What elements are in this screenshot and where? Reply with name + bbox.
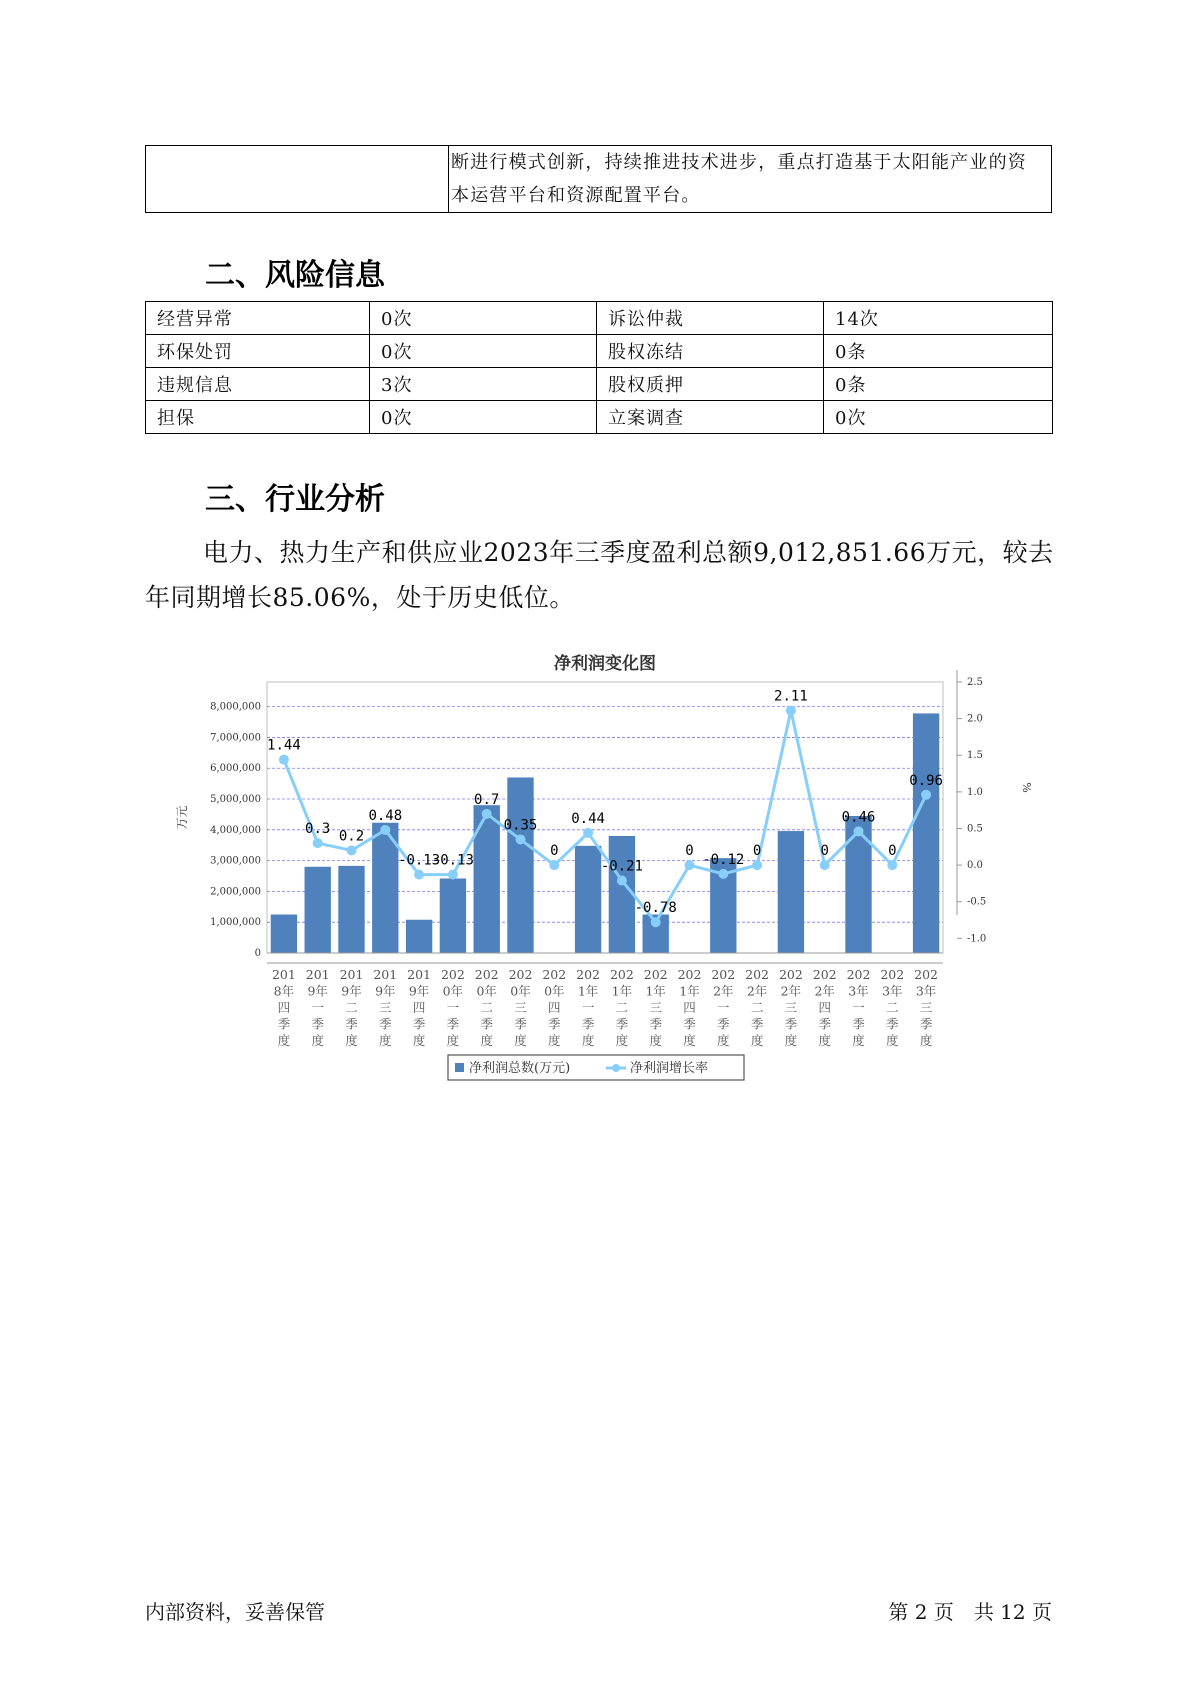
x-tick-label: 三: [514, 1000, 527, 1015]
section-title-risk: 二、风险信息: [205, 258, 385, 293]
bar-2023年三季度: [913, 713, 939, 953]
x-tick-label: 四: [277, 1000, 291, 1015]
x-tick-label: 季: [615, 1016, 629, 1032]
table-label-cell: [146, 146, 449, 213]
x-tick-label: 季: [412, 1016, 426, 1032]
right-tick-label: 0.0: [967, 860, 983, 872]
x-tick-label: 3年: [915, 983, 937, 999]
data-label: 0.44: [571, 810, 605, 827]
left-tick-label: 2,000,000: [210, 886, 261, 898]
x-tick-label: 3年: [848, 983, 869, 999]
risk-item-value: 0次: [370, 401, 597, 434]
x-tick-label: 三: [379, 1000, 392, 1015]
x-tick-label: 四: [412, 1000, 426, 1015]
risk-item-label: 环保处罚: [146, 335, 370, 368]
x-tick-label: 1年: [577, 983, 599, 999]
left-axis-title: 万元: [175, 805, 189, 830]
right-tick-label: -0.5: [967, 896, 987, 908]
growth-rate-point: [583, 828, 593, 838]
x-tick-label: 202: [846, 967, 871, 982]
x-tick-label: 202: [474, 967, 499, 982]
net-profit-chart: [170, 645, 1033, 1100]
x-tick-label: 9年: [375, 983, 396, 999]
x-tick-label: 度: [649, 1033, 662, 1048]
left-tick-label: 5,000,000: [210, 794, 261, 806]
left-tick-label: 8,000,000: [210, 701, 261, 713]
legend-bar-swatch: [455, 1063, 464, 1072]
table-content-cell: [449, 146, 1052, 213]
x-tick-label: 季: [548, 1016, 561, 1032]
x-tick-label: 度: [514, 1033, 527, 1048]
footer-page-number: 第 2 页 共 12 页: [888, 1600, 1052, 1624]
risk-item-value: 0条: [824, 335, 1053, 368]
x-tick-label: 202: [778, 967, 803, 982]
x-tick-label: 度: [379, 1033, 392, 1048]
x-tick-label: 度: [311, 1033, 324, 1048]
bar-2023年一季度: [845, 816, 871, 953]
x-tick-label: 201: [339, 967, 364, 982]
growth-rate-point: [347, 845, 357, 855]
x-tick-label: 季: [379, 1016, 392, 1032]
growth-rate-point: [617, 875, 627, 885]
right-tick-label: 2.0: [967, 713, 983, 725]
x-tick-label: 度: [886, 1033, 899, 1048]
right-tick-label: 2.5: [967, 677, 983, 688]
x-tick-label: 三: [919, 1000, 933, 1015]
x-tick-label: 度: [852, 1033, 865, 1048]
x-tick-label: 度: [717, 1033, 730, 1048]
data-label: 0: [685, 843, 694, 860]
left-tick-label: 6,000,000: [210, 763, 261, 775]
bar-2018年四季度: [271, 915, 297, 953]
legend-line-marker: [612, 1064, 620, 1072]
x-tick-label: 季: [919, 1016, 933, 1032]
x-tick-label: 二: [615, 1000, 629, 1015]
x-tick-label: 季: [345, 1016, 358, 1032]
growth-rate-point: [279, 755, 289, 765]
industry-paragraph: [145, 530, 1057, 620]
chart-title: 净利润变化图: [554, 654, 656, 674]
growth-rate-point: [820, 860, 830, 870]
right-tick-label: -1.0: [967, 933, 987, 945]
data-label: 0.2: [338, 828, 365, 845]
x-tick-label: 四: [683, 1000, 696, 1015]
bar-2021年一季度: [575, 846, 601, 953]
left-tick-label: 7,000,000: [210, 732, 261, 744]
table-row: [146, 335, 1053, 368]
right-axis-title: %: [1020, 782, 1033, 793]
bar-2019年一季度: [305, 867, 331, 953]
x-tick-label: 9年: [408, 983, 430, 999]
x-tick-label: 度: [345, 1033, 358, 1048]
x-tick-label: 度: [615, 1033, 629, 1048]
growth-rate-point: [651, 917, 661, 927]
x-tick-label: 一: [581, 1000, 595, 1015]
x-tick-label: 202: [542, 967, 567, 982]
left-tick-label: 4,000,000: [210, 824, 261, 836]
x-tick-label: 201: [271, 967, 296, 982]
x-tick-label: 202: [576, 967, 601, 982]
growth-rate-point: [786, 706, 796, 716]
risk-item-value: 3次: [370, 368, 597, 401]
data-label: 2.11: [774, 688, 808, 705]
x-tick-label: 202: [812, 967, 837, 982]
risk-item-label: 担保: [146, 401, 370, 434]
section-title-industry: 三、行业分析: [205, 482, 385, 517]
x-tick-label: 度: [446, 1033, 460, 1048]
x-tick-label: 季: [514, 1016, 527, 1032]
x-tick-label: 一: [717, 1000, 730, 1015]
x-tick-label: 202: [880, 967, 905, 982]
x-tick-label: 3年: [882, 983, 903, 999]
x-tick-label: 9年: [307, 983, 328, 999]
risk-item-label: 诉讼仲裁: [597, 302, 824, 335]
growth-rate-point: [921, 790, 931, 800]
business-scope-table: [145, 145, 1052, 213]
risk-item-label: 股权冻结: [597, 335, 824, 368]
x-tick-label: 度: [412, 1033, 426, 1048]
x-tick-label: 季: [480, 1016, 493, 1032]
growth-rate-point: [854, 826, 864, 836]
growth-rate-point: [313, 838, 323, 848]
x-tick-label: 季: [277, 1016, 291, 1032]
x-tick-label: 8年: [273, 983, 295, 999]
risk-item-label: 违规信息: [146, 368, 370, 401]
data-label: -0.78: [634, 900, 677, 917]
x-tick-label: 201: [305, 967, 330, 982]
left-tick-label: 3,000,000: [210, 855, 261, 867]
x-tick-label: 季: [581, 1016, 595, 1032]
data-label: 0.48: [368, 807, 403, 824]
legend-bar-label: 净利润总数(万元): [469, 1061, 571, 1076]
x-tick-label: 二: [345, 1000, 358, 1015]
table-row: [146, 368, 1053, 401]
x-tick-label: 202: [508, 967, 533, 982]
x-tick-label: 二: [480, 1000, 493, 1015]
bar-2021年二季度: [609, 836, 635, 953]
x-tick-label: 0年: [510, 983, 531, 999]
x-tick-label: 9年: [341, 983, 362, 999]
x-tick-label: 季: [750, 1016, 764, 1032]
x-tick-label: 季: [649, 1016, 662, 1032]
x-tick-label: 202: [711, 967, 736, 982]
bar-2019年二季度: [338, 866, 364, 953]
left-tick-label: 0: [254, 948, 261, 959]
data-label: 1.44: [267, 737, 301, 754]
risk-info-table: [145, 301, 1053, 434]
x-tick-label: 202: [914, 967, 939, 982]
x-tick-label: 一: [446, 1000, 460, 1015]
content-line-1: 断进行模式创新，持续推进技术进步，重点打造基于太阳能产业的资: [451, 152, 1027, 173]
growth-rate-point: [448, 870, 458, 880]
data-label: -0.13: [431, 852, 474, 869]
x-tick-label: 1年: [611, 983, 633, 999]
x-tick-label: 三: [649, 1000, 662, 1015]
x-tick-label: 2年: [780, 983, 802, 999]
risk-item-value: 0条: [824, 368, 1053, 401]
x-tick-label: 度: [277, 1033, 291, 1048]
x-tick-label: 季: [683, 1016, 696, 1032]
risk-item-value: 0次: [370, 335, 597, 368]
data-label: -0.21: [600, 858, 643, 875]
data-label: 0.7: [474, 791, 500, 808]
x-tick-label: 度: [480, 1033, 493, 1048]
x-tick-label: 0年: [544, 983, 565, 999]
x-tick-label: 季: [886, 1016, 899, 1032]
x-tick-label: 四: [548, 1000, 561, 1015]
x-tick-label: 季: [784, 1016, 798, 1032]
footer-confidential: 内部资料，妥善保管: [145, 1600, 325, 1624]
x-tick-label: 201: [407, 967, 432, 982]
x-tick-label: 一: [311, 1000, 324, 1015]
x-tick-label: 度: [784, 1033, 798, 1048]
x-tick-label: 202: [677, 967, 702, 982]
growth-rate-point: [482, 809, 492, 819]
x-tick-label: 201: [373, 967, 398, 982]
growth-rate-point: [685, 860, 695, 870]
data-label: 0.35: [503, 817, 538, 834]
x-tick-label: 202: [609, 967, 634, 982]
bar-2020年三季度: [507, 777, 533, 953]
table-row: [146, 302, 1053, 335]
x-tick-label: 季: [311, 1016, 324, 1032]
data-label: -0.13: [398, 852, 441, 869]
x-tick-label: 三: [784, 1000, 798, 1015]
x-tick-label: 202: [745, 967, 770, 982]
x-tick-label: 202: [643, 967, 668, 982]
risk-item-value: 14次: [824, 302, 1053, 335]
bar-2020年一季度: [440, 878, 466, 953]
x-tick-label: 1年: [645, 983, 666, 999]
risk-item-label: 股权质押: [597, 368, 824, 401]
growth-rate-point: [549, 860, 559, 870]
risk-item-label: 立案调查: [597, 401, 824, 434]
data-label: 0: [550, 843, 559, 860]
x-tick-label: 二: [750, 1000, 764, 1015]
data-label: 0: [820, 843, 829, 860]
data-label: 0: [888, 843, 897, 860]
industry-paragraph-text: 电力、热力生产和供应业2023年三季度盈利总额9,012,851.66万元，较去年同期增长85.06%，处于历史低位。: [145, 538, 1054, 612]
x-tick-label: 2年: [814, 983, 835, 999]
x-tick-label: 度: [919, 1033, 933, 1048]
risk-item-value: 0次: [370, 302, 597, 335]
x-tick-label: 度: [548, 1033, 561, 1048]
x-tick-label: 一: [852, 1000, 865, 1015]
x-tick-label: 1年: [679, 983, 700, 999]
data-label: 0.3: [305, 821, 331, 838]
x-tick-label: 季: [446, 1016, 460, 1032]
growth-rate-point: [380, 825, 390, 835]
data-label: 0.46: [841, 809, 876, 826]
right-tick-label: 1.5: [967, 750, 983, 762]
x-tick-label: 二: [886, 1000, 899, 1015]
x-tick-label: 202: [440, 967, 465, 982]
x-tick-label: 度: [818, 1033, 831, 1048]
data-label: -0.12: [702, 851, 745, 868]
data-label: 0.96: [909, 772, 943, 789]
table-row: [146, 401, 1053, 434]
right-tick-label: 0.5: [967, 823, 983, 835]
x-tick-label: 0年: [442, 983, 464, 999]
x-tick-label: 度: [750, 1033, 764, 1048]
risk-item-value: 0次: [824, 401, 1053, 434]
x-tick-label: 0年: [476, 983, 497, 999]
x-tick-label: 季: [717, 1016, 730, 1032]
x-tick-label: 度: [683, 1033, 696, 1048]
x-tick-label: 2年: [746, 983, 768, 999]
right-tick-label: 1.0: [967, 786, 983, 798]
left-tick-label: 1,000,000: [210, 917, 261, 929]
growth-rate-point: [752, 860, 762, 870]
x-tick-label: 季: [818, 1016, 831, 1032]
growth-rate-point: [414, 870, 424, 880]
x-tick-label: 2年: [713, 983, 734, 999]
bar-2019年四季度: [406, 920, 432, 953]
x-tick-label: 四: [818, 1000, 831, 1015]
growth-rate-point: [887, 860, 897, 870]
risk-item-label: 经营异常: [146, 302, 370, 335]
x-tick-label: 度: [581, 1033, 595, 1048]
x-tick-label: 季: [852, 1016, 865, 1032]
content-line-2: 本运营平台和资源配置平台。: [451, 185, 701, 206]
data-label: 0: [752, 843, 762, 860]
growth-rate-point: [718, 869, 728, 879]
legend-line-label: 净利润增长率: [630, 1061, 709, 1076]
bar-2022年三季度: [778, 831, 804, 953]
growth-rate-point: [516, 834, 526, 844]
